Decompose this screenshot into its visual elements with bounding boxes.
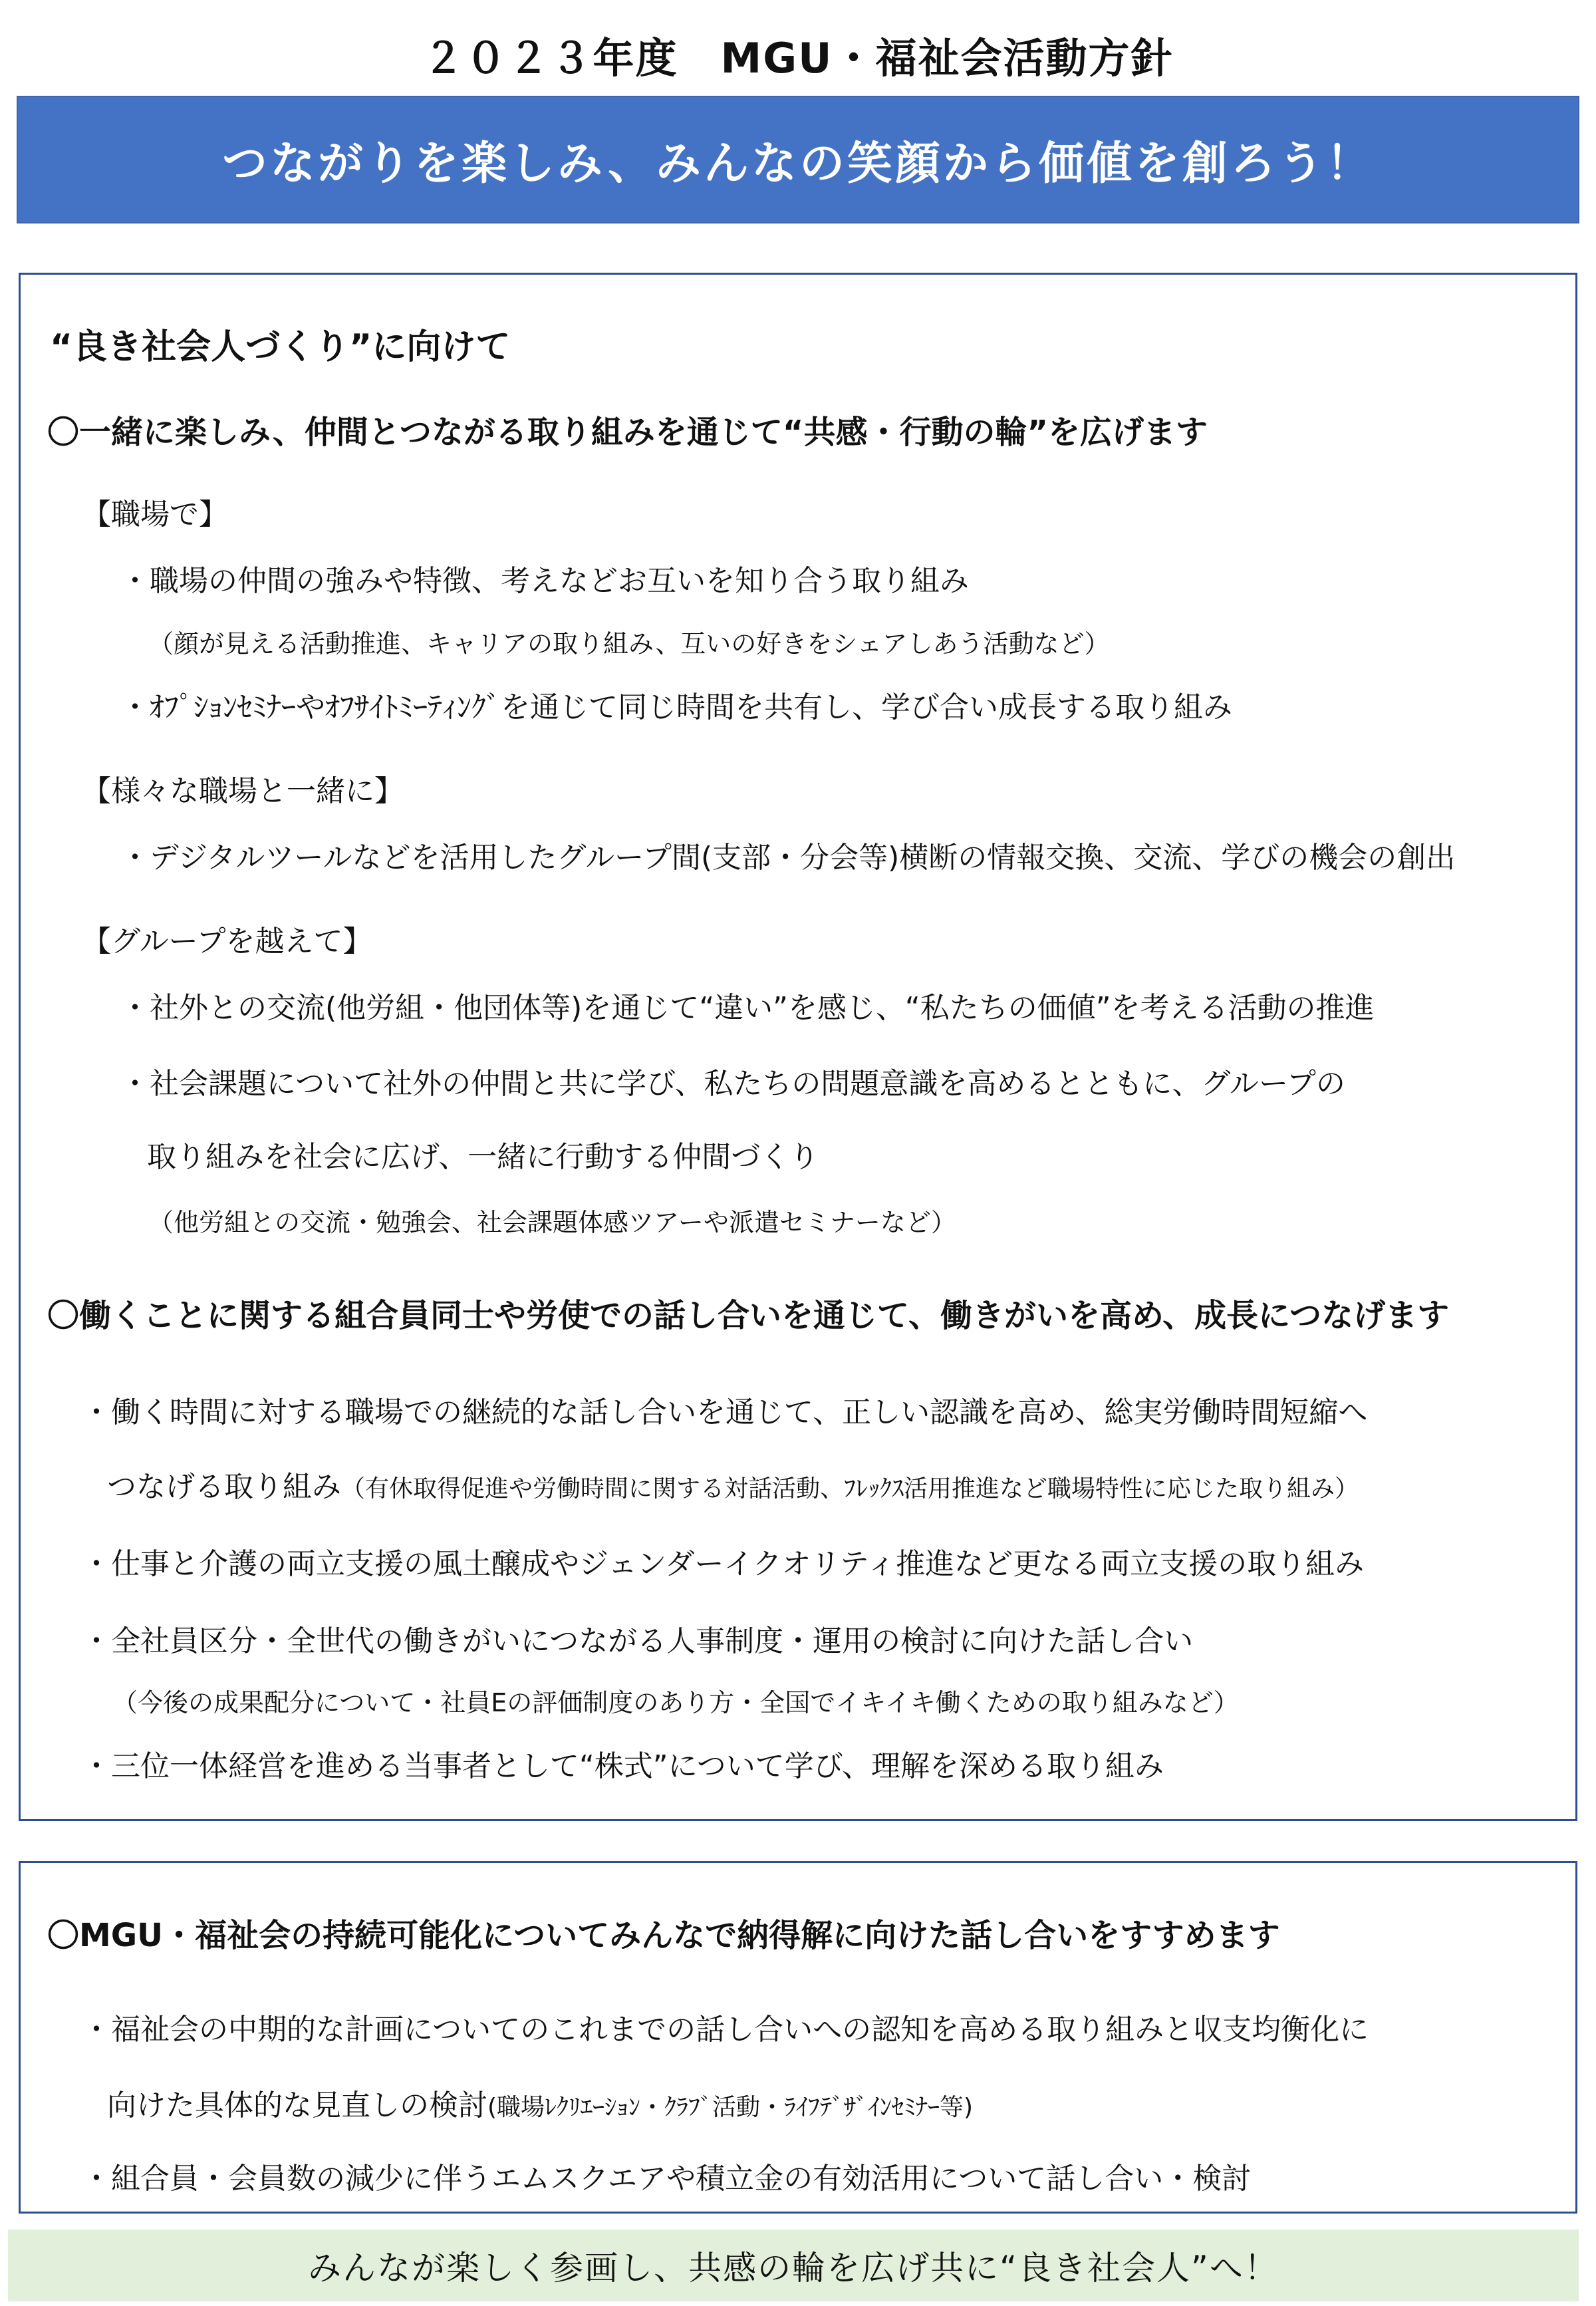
item-note: （顔が見える活動推進、キャリアの取り組み、互いの好きをシェアしあう活動など） (148, 629, 1110, 658)
list-item: ・社会課題について社外の仲間と共に学び、私たちの問題意識を高めるとともに、グループの (120, 1067, 1345, 1101)
footer-banner (8, 2230, 1579, 2301)
item-note: (職場ﾚｸﾘｴｰｼｮﾝ・ｸﾗﾌﾞ活動・ﾗｲﾌﾃﾞｻﾞｲﾝｾﾐﾅｰ等) (487, 2094, 974, 2121)
slogan-banner (17, 96, 1579, 223)
list-item: ・三位一体経営を進める当事者として“株式”について学び、理解を深める取り組み (82, 1749, 1164, 1783)
list-item: ・組合員・会員数の減少に伴うエムスクエアや積立金の有効活用について話し合い・検討 (82, 2162, 1252, 2196)
item-note: （他労組との交流・勉強会、社会課題体感ツアーや派遣セミナーなど） (148, 1208, 956, 1237)
list-item-text: 向けた具体的な見直しの検討 (107, 2089, 487, 2122)
list-item-continuation: 取り組みを社会に広げ、一緒に行動する仲間づくり (147, 1140, 819, 1174)
list-item-text: つなげる取り組み (107, 1470, 341, 1504)
list-item: ・社外との交流(他労組・他団体等)を通じて“違い”を感じ、“私たちの価値”を考える活動の推進 (120, 991, 1375, 1025)
group-label-various: 【様々な職場と一緒に】 (82, 774, 404, 808)
footer-text: みんなが楽しく参画し、共感の輪を広げ共に“良き社会人”へ！ (308, 2249, 1279, 2287)
list-item-continuation (107, 1463, 1359, 1505)
list-item: ・ｵﾌﾟｼｮﾝｾﾐﾅｰやｵﾌｻｲﾄﾐｰﾃｨﾝｸﾞを通じて同じ時間を共有し、学び合い成長する取り組み (120, 690, 1232, 724)
document-title: ２０２３年度 MGU・福祉会活動方針 (422, 34, 1174, 82)
item-note: （有休取得促進や労働時間に関する対話活動、ﾌﾚｯｸｽ活用推進など職場特性に応じた取り組み） (341, 1475, 1359, 1503)
section-heading: “良き社会人づくり”に向けて (50, 327, 511, 367)
policy3-title: 〇MGU・福祉会の持続可能化についてみんなで納得解に向けた話し合いをすすめます (47, 1917, 1280, 1954)
list-item: ・職場の仲間の強みや特徴、考えなどお互いを知り合う取り組み (120, 564, 969, 598)
policy-box-main (19, 273, 1577, 1821)
group-label-workplace: 【職場で】 (82, 498, 228, 531)
policy1-title: 〇一緒に楽しみ、仲間とつながる取り組みを通じて“共感・行動の輪”を広げます (47, 414, 1208, 451)
list-item-continuation (107, 2081, 973, 2124)
list-item: ・福祉会の中期的な計画についてのこれまでの話し合いへの認知を高める取り組みと収支均衡化に (82, 2013, 1369, 2047)
list-item: ・働く時間に対する職場での継続的な話し合いを通じて、正しい認識を高め、総実労働時間短縮へ (82, 1395, 1368, 1429)
policy2-title: 〇働くことに関する組合員同士や労使での話し合いを通じて、働きがいを高め、成長につなげます (47, 1297, 1450, 1334)
group-label-beyond: 【グループを越えて】 (82, 925, 372, 958)
list-item: ・仕事と介護の両立支援の風土醸成やジェンダーイクオリティ推進など更なる両立支援の取り組み (82, 1547, 1365, 1581)
list-item: ・全社員区分・全世代の働きがいにつながる人事制度・運用の検討に向けた話し合い (82, 1624, 1194, 1658)
slogan-text: つながりを楽しみ、みんなの笑顔から価値を創ろう！ (221, 137, 1375, 190)
policy-box-sustainability (19, 1861, 1577, 2214)
item-note: （今後の成果配分について・社員Eの評価制度のあり方・全国でイキイキ働くための取り組みなど） (112, 1688, 1239, 1717)
list-item: ・デジタルツールなどを活用したグループ間(支部・分会等)横断の情報交換、交流、学びの機会の創出 (120, 841, 1456, 875)
